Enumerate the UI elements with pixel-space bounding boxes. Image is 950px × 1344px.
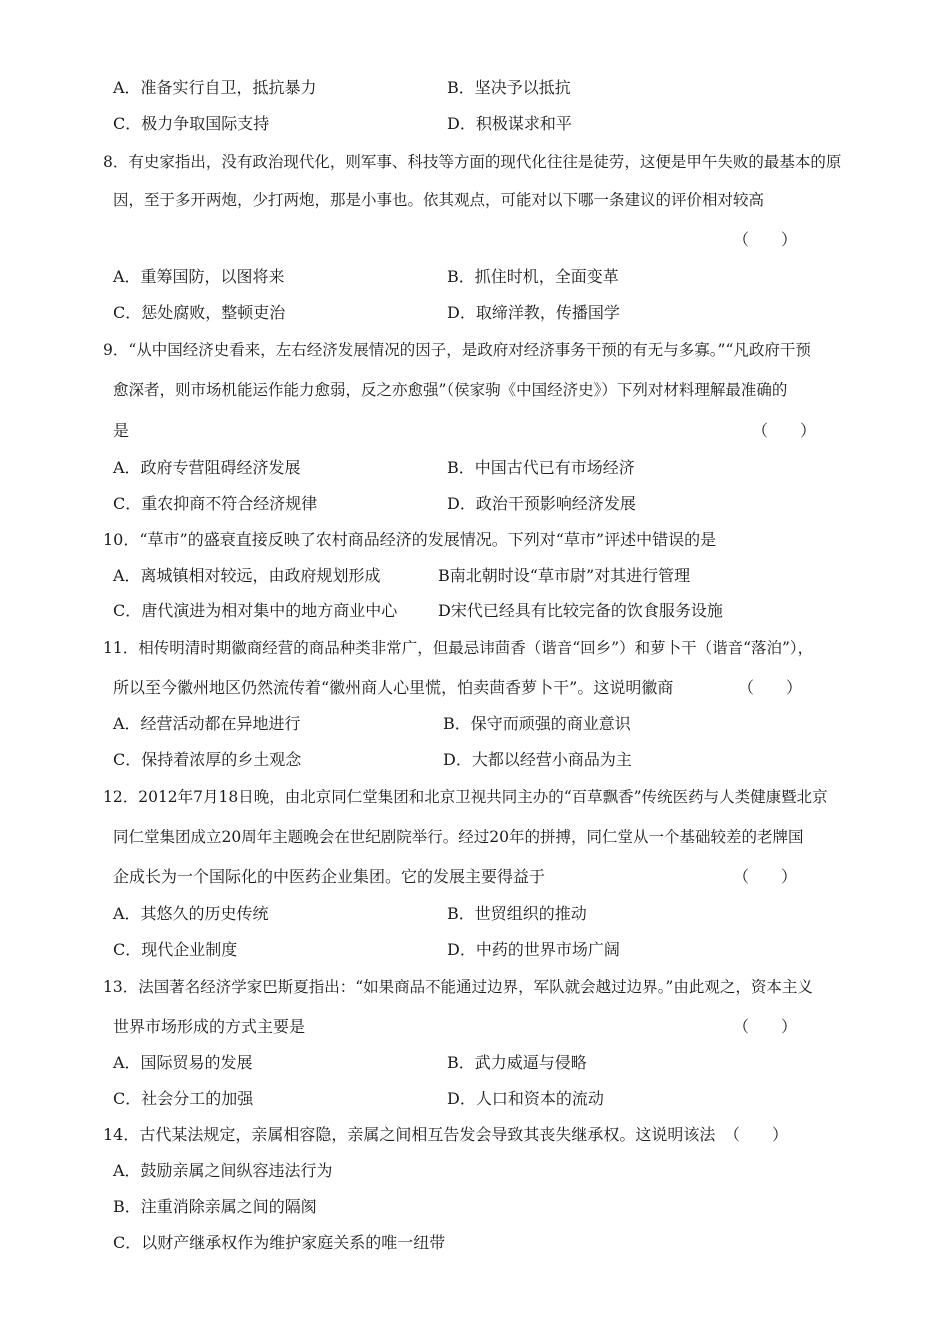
q9-option-d: D．政治干预影响经济发展 [447,494,636,513]
q9-stem-line1: 9．“从中国经济史看来，左右经济发展情况的因子，是政府对经济事务干预的有无与多寡。”“凡政府干预 [103,341,811,359]
q13-answer-paren: （ ） [733,1017,798,1036]
q12-option-b: B．世贸组织的推动 [447,904,587,923]
q12-option-d: D．中药的世界市场广阔 [447,940,620,959]
q11-stem-line2: 所以至今徽州地区仍然流传着“徽州商人心里慌，怕卖茴香萝卜干”。这说明徽商 [113,678,674,697]
q13-option-d: D．人口和资本的流动 [447,1089,604,1108]
q7-option-b: B．坚决予以抵抗 [447,78,571,97]
q14-stem-line1: 14．古代某法规定，亲属相容隐，亲属之间相互告发会导致其丧失继承权。这说明该法 [103,1125,716,1144]
q11-answer-paren: （ ） [738,678,803,697]
q10-option-a: A．离城镇相对较远，由政府规划形成 [113,566,381,585]
q8-option-a: A．重筹国防，以图将来 [113,267,285,286]
q13-stem-line2: 世界市场形成的方式主要是 [113,1017,306,1036]
q8-stem-line2: 因，至于多开两炮，少打两炮，那是小事也。依其观点，可能对以下哪一条建议的评价相对较高 [113,191,765,209]
q12-stem-line2: 同仁堂集团成立20周年主题晚会在世纪剧院举行。经过20年的拼搏，同仁堂从一个基础较差的老牌国 [113,828,804,846]
q14-option-a: A．鼓励亲属之间纵容违法行为 [113,1161,333,1180]
q12-stem-line3: 企成长为一个国际化的中医药企业集团。它的发展主要得益于 [113,867,546,886]
q14-answer-paren: （ ） [724,1125,789,1144]
q10-option-c: C．唐代演进为相对集中的地方商业中心 [113,601,398,620]
q12-option-a: A．其悠久的历史传统 [113,904,269,923]
q13-option-c: C．社会分工的加强 [113,1089,254,1108]
q13-option-b: B．武力威逼与侵略 [447,1053,587,1072]
q9-option-b: B．中国古代已有市场经济 [447,458,635,477]
q11-option-c: C．保持着浓厚的乡土观念 [113,750,302,769]
q10-option-b: B南北朝时设“草市尉”对其进行管理 [438,566,691,585]
q11-option-b: B．保守而顽强的商业意识 [443,714,631,733]
q8-stem-line1: 8．有史家指出，没有政治现代化，则军事、科技等方面的现代化往往是徒劳，这便是甲午失败的最基本的原 [103,153,842,171]
q11-stem-line1: 11．相传明清时期徽商经营的商品种类非常广，但最忌讳茴香（谐音“回乡”）和萝卜干（谐音“落泊”）， [103,639,814,657]
q8-answer-paren: （ ） [733,230,798,249]
q9-answer-paren: （ ） [752,421,817,440]
q8-option-d: D．取缔洋教，传播国学 [447,303,620,322]
q10-stem-line1: 10．“草市”的盛衰直接反映了农村商品经济的发展情况。下列对“草市”评述中错误的是 [103,530,717,549]
q14-option-c: C．以财产继承权作为维护家庭关系的唯一纽带 [113,1233,446,1252]
q7-option-d: D．积极谋求和平 [447,114,572,133]
q8-option-c: C．惩处腐败，整顿吏治 [113,303,286,322]
q10-option-d: D宋代已经具有比较完备的饮食服务设施 [438,601,723,620]
q12-option-c: C．现代企业制度 [113,940,238,959]
q13-stem-line1: 13．法国著名经济学家巴斯夏指出：“如果商品不能通过边界，军队就会越过边界。”由此观之，资本主义 [103,978,813,996]
q9-stem-line3: 是 [113,421,130,440]
q7-option-c: C．极力争取国际支持 [113,114,270,133]
q11-option-d: D．大都以经营小商品为主 [443,750,632,769]
q7-option-a: A．准备实行自卫，抵抗暴力 [113,78,317,97]
q8-option-b: B．抓住时机，全面变革 [447,267,619,286]
q12-stem-line1: 12．2012年7月18日晚，由北京同仁堂集团和北京卫视共同主办的“百草飘香”传统医药与人类健康暨北京 [103,788,828,806]
q14-option-b: B．注重消除亲属之间的隔阂 [113,1197,317,1216]
q12-answer-paren: （ ） [733,867,798,886]
q9-stem-line2: 愈深者，则市场机能运作能力愈弱，反之亦愈强”（侯家驹《中国经济史》）下列对材料理解最准确的 [113,381,788,399]
q9-option-c: C．重农抑商不符合经济规律 [113,494,318,513]
q11-option-a: A．经营活动都在异地进行 [113,714,301,733]
q9-option-a: A．政府专营阻碍经济发展 [113,458,301,477]
q13-option-a: A．国际贸易的发展 [113,1053,253,1072]
